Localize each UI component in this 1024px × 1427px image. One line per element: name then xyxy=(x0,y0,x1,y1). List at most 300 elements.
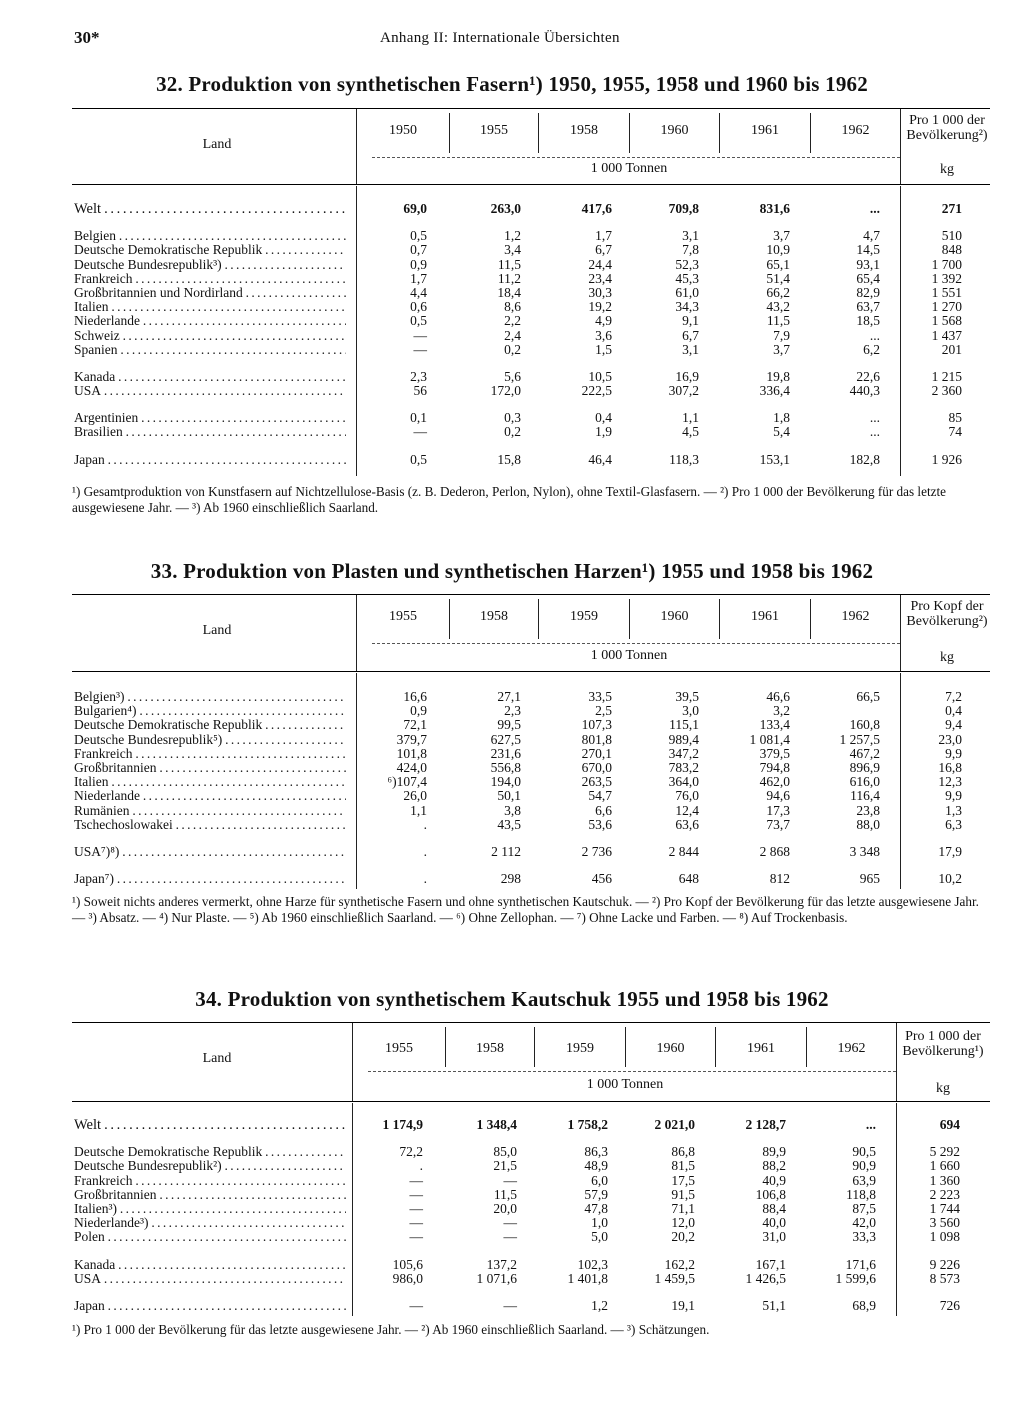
per-capita-cell: 510 xyxy=(941,228,962,244)
value-cell: 106,8 xyxy=(755,1186,786,1202)
country-name: Argentinien . . . xyxy=(74,411,346,425)
table-row xyxy=(72,343,990,357)
table-row xyxy=(72,1145,990,1159)
table-row xyxy=(72,370,990,384)
table-row xyxy=(72,1230,990,1244)
country-name: Niederlande . . . xyxy=(74,314,346,328)
value-cell: 34,3 xyxy=(675,299,699,315)
year-header: 1961 xyxy=(751,123,779,138)
year-header: 1955 xyxy=(480,123,508,138)
value-cell: 102,3 xyxy=(577,1256,608,1272)
value-cell: 417,6 xyxy=(581,201,612,216)
value-cell: 1 758,2 xyxy=(567,1117,608,1132)
row-spacer xyxy=(72,1286,990,1299)
value-cell: 30,3 xyxy=(588,284,612,300)
table-row xyxy=(72,243,990,257)
value-cell: 33,5 xyxy=(588,689,612,704)
value-cell: 7,8 xyxy=(682,242,699,258)
value-cell: 8,6 xyxy=(504,299,521,315)
table-row xyxy=(72,286,990,300)
value-cell: 21,5 xyxy=(493,1158,517,1174)
value-cell: 2 736 xyxy=(581,843,612,859)
value-cell: — xyxy=(409,1215,423,1231)
value-cell: 88,0 xyxy=(856,816,880,832)
row-spacer xyxy=(72,832,990,845)
year-header: 1950 xyxy=(389,123,417,138)
value-cell: 85,0 xyxy=(493,1144,517,1160)
value-cell: 709,8 xyxy=(668,201,699,216)
value-cell: 0,1 xyxy=(410,410,427,426)
value-cell: 53,6 xyxy=(588,816,612,832)
per-capita-cell: 6,3 xyxy=(945,816,962,832)
country-name: Welt . . . xyxy=(74,202,346,216)
value-cell: 39,5 xyxy=(675,689,699,704)
unit-label: 1 000 Tonnen xyxy=(590,648,668,663)
value-cell: 6,6 xyxy=(595,802,612,818)
value-cell: 379,5 xyxy=(759,745,790,761)
value-cell: 270,1 xyxy=(581,745,612,761)
value-cell: 1 257,5 xyxy=(839,731,880,747)
value-cell: 47,8 xyxy=(584,1200,608,1216)
value-cell: — xyxy=(413,327,427,343)
table-row xyxy=(72,229,990,243)
value-cell: 86,3 xyxy=(584,1144,608,1160)
value-cell: ... xyxy=(869,327,880,343)
value-cell: 6,2 xyxy=(863,341,880,357)
value-cell: 107,3 xyxy=(581,717,612,733)
value-cell: 1,1 xyxy=(410,802,427,818)
value-cell: 115,1 xyxy=(669,717,699,733)
value-cell: 43,5 xyxy=(497,816,521,832)
value-cell: 23,8 xyxy=(856,802,880,818)
value-cell: 57,9 xyxy=(584,1186,608,1202)
value-cell: — xyxy=(409,1172,423,1188)
unit-kg: kg xyxy=(940,162,954,177)
value-cell: 69,0 xyxy=(403,201,427,216)
value-cell: 3,2 xyxy=(773,703,790,719)
value-cell: 2,2 xyxy=(504,313,521,329)
country-name: Bulgarien⁴) . . . xyxy=(74,704,346,718)
country-name: Deutsche Demokratische Republik . . . xyxy=(74,1145,346,1159)
value-cell: 137,2 xyxy=(486,1256,517,1272)
value-cell: 66,2 xyxy=(766,284,790,300)
country-name: Frankreich . . . xyxy=(74,1174,346,1188)
value-cell: 172,0 xyxy=(490,383,521,399)
value-cell: 71,1 xyxy=(671,1200,695,1216)
per-capita-cell: 1 360 xyxy=(929,1172,960,1188)
value-cell: 116,4 xyxy=(850,788,880,804)
table-header xyxy=(72,594,990,672)
per-capita-header: Pro 1 000 der Bevölkerung¹) xyxy=(902,1029,984,1059)
country-name: Niederlande . . . xyxy=(74,789,346,803)
value-cell: 11,5 xyxy=(497,256,521,272)
value-cell: 19,1 xyxy=(671,1297,695,1313)
value-cell: 20,0 xyxy=(493,1200,517,1216)
value-cell: 27,1 xyxy=(497,689,521,704)
year-header: 1959 xyxy=(566,1041,594,1056)
country-name: USA . . . xyxy=(74,384,346,398)
year-header: 1960 xyxy=(656,1041,685,1056)
value-cell: 45,3 xyxy=(675,270,699,286)
value-cell: 2,5 xyxy=(595,703,612,719)
country-name: Japan . . . xyxy=(74,1299,346,1313)
value-cell: 68,9 xyxy=(852,1297,876,1313)
table-34-title: 34. Produktion von synthetischem Kautschuk 1955 und 1958 bis 1962 xyxy=(195,987,829,1011)
value-cell: 162,2 xyxy=(664,1256,695,1272)
per-capita-cell: 271 xyxy=(941,201,962,216)
value-cell: 167,1 xyxy=(755,1256,786,1272)
value-cell: 307,2 xyxy=(668,383,699,399)
value-cell: 33,3 xyxy=(852,1229,876,1245)
table-header xyxy=(72,1022,990,1102)
table-row xyxy=(72,733,990,747)
value-cell: 794,8 xyxy=(759,759,790,775)
table-row xyxy=(72,690,990,704)
country-name: Deutsche Bundesrepublik³) . . . xyxy=(74,258,346,272)
table-row xyxy=(72,845,990,859)
table-row xyxy=(72,453,990,467)
value-cell: 648 xyxy=(678,871,699,887)
value-cell: 182,8 xyxy=(849,451,880,467)
per-capita-cell: 9,4 xyxy=(945,717,962,733)
value-cell: 616,0 xyxy=(849,774,880,790)
value-cell: 347,2 xyxy=(668,745,699,761)
value-cell: 90,5 xyxy=(852,1144,876,1160)
unit-kg: kg xyxy=(936,1081,950,1096)
value-cell: 0,2 xyxy=(504,341,521,357)
row-spacer xyxy=(72,398,990,411)
value-cell: 0,7 xyxy=(410,242,427,258)
per-capita-cell: 1 551 xyxy=(931,284,962,300)
value-cell: 1 174,9 xyxy=(382,1117,423,1132)
row-spacer xyxy=(72,440,990,453)
country-name: Großbritannien . . . xyxy=(74,1188,346,1202)
year-header: 1962 xyxy=(837,1041,866,1056)
value-cell: 3 348 xyxy=(849,843,880,859)
per-capita-cell: 7,2 xyxy=(945,689,962,704)
value-cell: 801,8 xyxy=(581,731,612,747)
table-33-title: 33. Produktion von Plasten und synthetischen Harzen¹) 1955 und 1958 bis 1962 xyxy=(150,559,874,583)
value-cell: 0,2 xyxy=(504,424,521,440)
value-cell: 24,4 xyxy=(588,256,612,272)
value-cell: 5,0 xyxy=(591,1229,608,1245)
value-cell: 90,9 xyxy=(852,1158,876,1174)
per-capita-cell: 2 360 xyxy=(931,383,962,399)
page-number: 30* xyxy=(74,28,100,47)
row-spacer xyxy=(72,1245,990,1258)
value-cell: 12,0 xyxy=(671,1215,695,1231)
value-cell: — xyxy=(413,424,427,440)
value-cell: 6,0 xyxy=(591,1172,608,1188)
value-cell: 18,5 xyxy=(856,313,880,329)
value-cell: 12,4 xyxy=(675,802,699,818)
value-cell: 1 459,5 xyxy=(654,1270,695,1286)
per-capita-cell: 10,2 xyxy=(938,871,962,887)
year-header: 1961 xyxy=(751,609,779,624)
table-row xyxy=(72,411,990,425)
value-cell: 3,7 xyxy=(773,228,790,244)
table-row xyxy=(72,425,990,439)
table-34 xyxy=(72,1022,990,1322)
value-cell: 1 081,4 xyxy=(749,731,790,747)
per-capita-cell: 74 xyxy=(948,424,962,440)
value-cell: 0,5 xyxy=(410,451,427,467)
value-cell: 88,2 xyxy=(762,1158,786,1174)
value-cell: 3,6 xyxy=(595,327,612,343)
country-name: Japan⁷) . . . xyxy=(74,872,346,886)
value-cell: . xyxy=(423,871,427,887)
table-row xyxy=(72,818,990,832)
year-header: 1959 xyxy=(570,609,598,624)
value-cell: 2 844 xyxy=(668,843,699,859)
year-header: 1955 xyxy=(385,1041,413,1056)
running-head: Anhang II: Internationale Übersichten xyxy=(380,30,620,46)
value-cell: 66,5 xyxy=(856,689,880,704)
per-capita-cell: 9,9 xyxy=(945,745,962,761)
value-cell: 51,1 xyxy=(762,1297,786,1313)
value-cell: . xyxy=(423,843,427,859)
table-row xyxy=(72,1216,990,1230)
table-33-footnote: ¹) Soweit nichts anderes vermerkt, ohne Harze für synthetische Fasern und ohne synthetischen Kautschuk. — ²) Pro Kopf der Bevölkerung für das letzte ausgewiesene Jahr. — ³) Absatz. — ⁴) Nur Plaste. — ⁵) Ab 1960 einschließlich Saarland. — ⁶) Ohne Zellophan. — ⁷) Ohne Lacke und Farben. — ⁸) Auf Trockenbasis. xyxy=(72,894,979,925)
country-name: Polen . . . xyxy=(74,1230,346,1244)
unit-label: 1 000 Tonnen xyxy=(590,161,668,176)
value-cell: 153,1 xyxy=(759,451,790,467)
year-header: 1958 xyxy=(476,1041,504,1056)
table-row xyxy=(72,384,990,398)
value-cell: 22,6 xyxy=(856,368,880,384)
country-name: Frankreich . . . xyxy=(74,747,346,761)
value-cell: 18,4 xyxy=(497,284,521,300)
per-capita-cell: 1 098 xyxy=(929,1229,960,1245)
table-32-footnote: ¹) Gesamtproduktion von Kunstfasern auf Nichtzellulose-Basis (z. B. Dederon, Perlon, Nylon), ohne Textil-Glasfasern. — ²) Pro 1 000 der Bevölkerung für das letzte ausgewiesene Jahr. — ³) Ab 1960 einschließlich Saarland. xyxy=(72,484,946,515)
value-cell: 88,4 xyxy=(762,1200,786,1216)
value-cell: 16,6 xyxy=(403,689,427,704)
value-cell: 7,9 xyxy=(773,327,790,343)
value-cell: — xyxy=(409,1186,423,1202)
year-header: 1962 xyxy=(841,123,870,138)
per-capita-cell: 85 xyxy=(948,410,962,426)
value-cell: — xyxy=(503,1297,517,1313)
value-cell: 2,3 xyxy=(410,368,427,384)
value-cell: 46,4 xyxy=(588,451,612,467)
per-capita-cell: 201 xyxy=(941,341,962,357)
per-capita-cell: 9,9 xyxy=(945,788,962,804)
row-spacer xyxy=(72,357,990,370)
value-cell: 231,6 xyxy=(490,745,521,761)
value-cell: 48,9 xyxy=(584,1158,608,1174)
value-cell: 467,2 xyxy=(849,745,880,761)
table-row xyxy=(72,272,990,286)
value-cell: 0,5 xyxy=(410,228,427,244)
value-cell: 5,6 xyxy=(504,368,521,384)
country-name: Italien³) . . . xyxy=(74,1202,346,1216)
year-header: 1960 xyxy=(660,609,689,624)
value-cell: ⁶)107,4 xyxy=(387,774,427,790)
value-cell: 1,7 xyxy=(595,228,612,244)
value-cell: 3,4 xyxy=(504,242,521,258)
table-row xyxy=(72,1299,990,1313)
value-cell: 4,4 xyxy=(410,284,427,300)
value-cell: ... xyxy=(869,424,880,440)
value-cell: 2,3 xyxy=(504,703,521,719)
value-cell: 52,3 xyxy=(675,256,699,272)
value-cell: 0,3 xyxy=(504,410,521,426)
value-cell: ... xyxy=(869,410,880,426)
value-cell: 556,8 xyxy=(490,759,521,775)
unit-label: 1 000 Tonnen xyxy=(586,1077,664,1092)
value-cell: 105,6 xyxy=(392,1256,423,1272)
value-cell: 2 128,7 xyxy=(745,1117,786,1132)
value-cell: 1 348,4 xyxy=(476,1117,517,1132)
value-cell: . xyxy=(419,1158,423,1174)
table-32 xyxy=(72,108,990,513)
value-cell: 40,0 xyxy=(762,1215,786,1231)
country-name: Spanien . . . xyxy=(74,343,346,357)
value-cell: 5,4 xyxy=(773,424,790,440)
value-cell: 2 021,0 xyxy=(654,1117,695,1132)
per-capita-cell: 12,3 xyxy=(938,774,962,790)
year-header: 1961 xyxy=(747,1041,775,1056)
table-row xyxy=(72,1202,990,1216)
country-name: Welt . . . xyxy=(74,1118,346,1132)
value-cell: 4,5 xyxy=(682,424,699,440)
table-row xyxy=(72,1272,990,1286)
value-cell: — xyxy=(413,341,427,357)
value-cell: 627,5 xyxy=(490,731,521,747)
value-cell: 56 xyxy=(413,383,427,399)
value-cell: 16,9 xyxy=(675,368,699,384)
value-cell: 1,8 xyxy=(773,410,790,426)
per-capita-cell: 1 270 xyxy=(931,299,962,315)
value-cell: 456 xyxy=(591,871,612,887)
value-cell: 133,4 xyxy=(759,717,790,733)
value-cell: 61,0 xyxy=(675,284,699,300)
row-spacer xyxy=(72,859,990,872)
value-cell: 14,5 xyxy=(856,242,880,258)
table-33 xyxy=(72,594,990,894)
value-cell: 2,4 xyxy=(504,327,521,343)
country-name: Italien . . . xyxy=(74,300,346,314)
table-row xyxy=(72,747,990,761)
value-cell: 63,7 xyxy=(856,299,880,315)
per-capita-cell: 1 392 xyxy=(931,270,962,286)
land-header: Land xyxy=(202,623,232,638)
value-cell: 118,3 xyxy=(669,451,699,467)
value-cell: 50,1 xyxy=(497,788,521,804)
per-capita-cell: 17,9 xyxy=(938,843,962,859)
table-body xyxy=(72,1118,990,1313)
land-header: Land xyxy=(202,137,232,152)
value-cell: 31,0 xyxy=(762,1229,786,1245)
value-cell: 63,6 xyxy=(675,816,699,832)
value-cell: 72,1 xyxy=(403,717,427,733)
value-cell: 1,2 xyxy=(504,228,521,244)
value-cell: 19,2 xyxy=(588,299,612,315)
row-spacer xyxy=(72,216,990,229)
value-cell: 364,0 xyxy=(668,774,699,790)
per-capita-cell: 694 xyxy=(939,1117,960,1132)
value-cell: 9,1 xyxy=(682,313,699,329)
value-cell: 26,0 xyxy=(403,788,427,804)
per-capita-header: Pro 1 000 der Bevölkerung²) xyxy=(906,113,988,143)
year-header: 1962 xyxy=(841,609,870,624)
value-cell: 46,6 xyxy=(766,689,790,704)
value-cell: 160,8 xyxy=(849,717,880,733)
value-cell: 670,0 xyxy=(581,759,612,775)
value-cell: 1,9 xyxy=(595,424,612,440)
value-cell: 1,2 xyxy=(591,1297,608,1313)
value-cell: 3,7 xyxy=(773,341,790,357)
value-cell: 1,0 xyxy=(591,1215,608,1231)
value-cell: 6,7 xyxy=(595,242,612,258)
table-row xyxy=(72,775,990,789)
per-capita-cell: 1 215 xyxy=(931,368,962,384)
value-cell: 462,0 xyxy=(759,774,790,790)
value-cell: 81,5 xyxy=(671,1158,695,1174)
table-row xyxy=(72,1159,990,1173)
per-capita-cell: 0,4 xyxy=(945,703,962,719)
value-cell: 831,6 xyxy=(759,201,790,216)
per-capita-cell: 1,3 xyxy=(945,802,962,818)
per-capita-header: Pro Kopf der Bevölkerung²) xyxy=(906,599,988,629)
value-cell: 15,8 xyxy=(497,451,521,467)
per-capita-cell: 1 568 xyxy=(931,313,962,329)
value-cell: 11,5 xyxy=(493,1186,517,1202)
table-row xyxy=(72,718,990,732)
value-cell: 812 xyxy=(769,871,790,887)
value-cell: 23,4 xyxy=(588,270,612,286)
country-name: USA⁷)⁸) . . . xyxy=(74,845,346,859)
value-cell: 0,4 xyxy=(595,410,612,426)
value-cell: ... xyxy=(869,201,880,216)
value-cell: 76,0 xyxy=(675,788,699,804)
per-capita-cell: 1 926 xyxy=(931,451,962,467)
value-cell: 87,5 xyxy=(852,1200,876,1216)
value-cell: 11,5 xyxy=(766,313,790,329)
value-cell: 118,8 xyxy=(846,1186,876,1202)
value-cell: 17,3 xyxy=(766,802,790,818)
value-cell: 3,1 xyxy=(682,341,699,357)
value-cell: 54,7 xyxy=(588,788,612,804)
table-row xyxy=(72,1118,990,1132)
value-cell: 42,0 xyxy=(852,1215,876,1231)
per-capita-cell: 2 223 xyxy=(929,1186,960,1202)
value-cell: 93,1 xyxy=(856,256,880,272)
value-cell: 99,5 xyxy=(497,717,521,733)
value-cell: 72,2 xyxy=(399,1144,423,1160)
value-cell: 0,9 xyxy=(410,703,427,719)
table-body xyxy=(72,202,990,467)
value-cell: 3,0 xyxy=(682,703,699,719)
table-row xyxy=(72,804,990,818)
table-row xyxy=(72,704,990,718)
value-cell: 40,9 xyxy=(762,1172,786,1188)
per-capita-cell: 848 xyxy=(941,242,962,258)
value-cell: 3,1 xyxy=(682,228,699,244)
value-cell: 1,7 xyxy=(410,270,427,286)
land-header: Land xyxy=(202,1051,232,1066)
table-row xyxy=(72,872,990,886)
value-cell: 1 426,5 xyxy=(745,1270,786,1286)
table-row xyxy=(72,1174,990,1188)
per-capita-cell: 1 437 xyxy=(931,327,962,343)
value-cell: 86,8 xyxy=(671,1144,695,1160)
value-cell: — xyxy=(503,1229,517,1245)
value-cell: 4,9 xyxy=(595,313,612,329)
value-cell: 43,2 xyxy=(766,299,790,315)
value-cell: 3,8 xyxy=(504,802,521,818)
value-cell: — xyxy=(409,1200,423,1216)
